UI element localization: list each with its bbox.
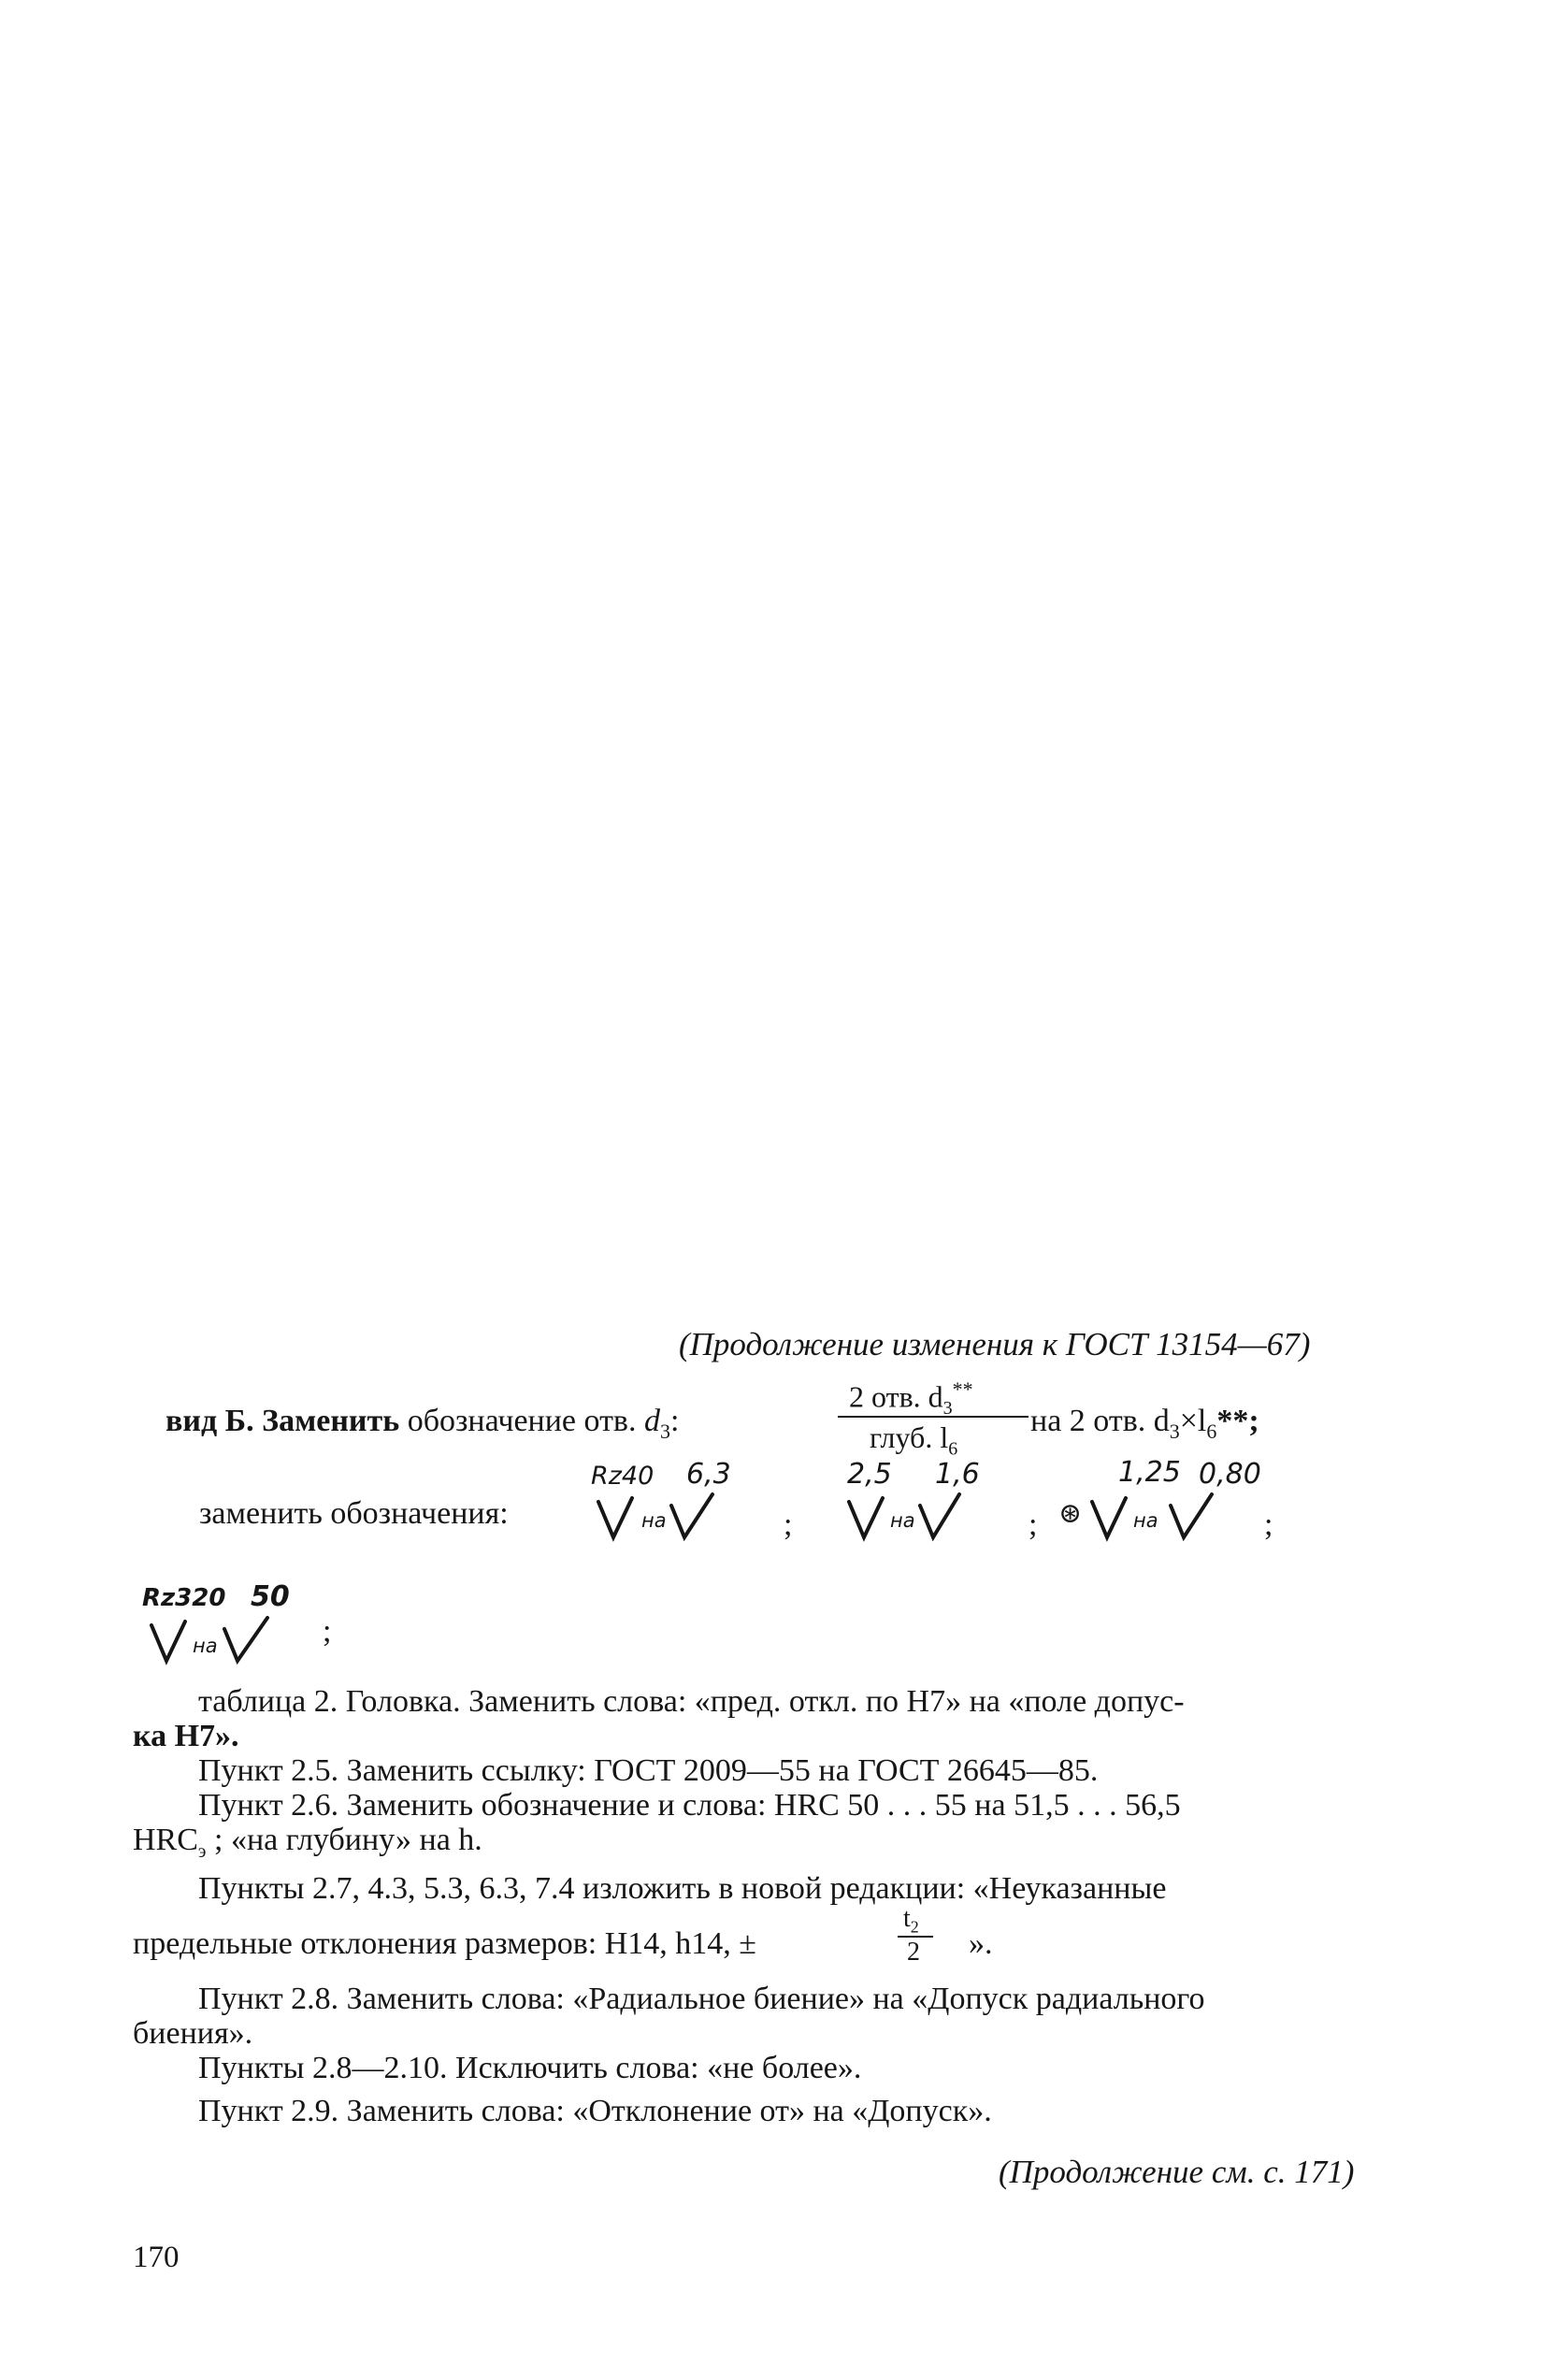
items-2-7-line2-a: предельные отклонения размеров: H14, h14, ± (133, 1926, 756, 1961)
view-b-lead (165, 1405, 679, 1442)
hrc-symbol: HRC (133, 1823, 198, 1857)
roughness-old-value: Rz320 (142, 1584, 226, 1612)
roughness-new-value: 50 (251, 1580, 290, 1613)
roughness-na-word: на (641, 1509, 667, 1532)
items-2-7-line2-b: ». (969, 1926, 993, 1961)
fraction-numerator (849, 1379, 973, 1418)
roughness-old-value: Rz40 (591, 1462, 655, 1491)
replace-designations-label: заменить обозначения: (199, 1496, 509, 1531)
d3-colon: : (669, 1404, 680, 1438)
item-2-8-line1: Пункт 2.8. Заменить слова: «Радиальное биение» на «Допуск радиального (198, 1982, 1205, 2016)
roughness-na-word: на (193, 1635, 218, 1657)
item-2-9: Пункт 2.9. Заменить слова: «Отклонение от» на «Допуск». (198, 2094, 992, 2128)
tail-end: **; (1216, 1404, 1259, 1438)
tolerance-frac-numerator (903, 1906, 919, 1936)
frac-num-sub: 3 (942, 1398, 953, 1420)
items-2-8-2-10: Пункты 2.8—2.10. Исключить слова: «не более». (198, 2051, 862, 2085)
item-2-6-line2 (133, 1824, 482, 1861)
table2-line1: таблица 2. Головка. Заменить слова: «пред. откл. по H7» на «поле допус- (198, 1684, 1185, 1719)
view-b-rest: обозначение отв. (407, 1404, 637, 1438)
roughness-prefix-mark: ⊛ (1058, 1498, 1083, 1529)
roughness-na-word: на (1133, 1509, 1158, 1532)
roughness-new-value: 6,3 (686, 1458, 731, 1491)
roughness-new-value: 0,80 (1199, 1458, 1261, 1491)
tail-text: на 2 отв. d (1030, 1404, 1170, 1438)
frac-num-text: 2 отв. d (849, 1379, 943, 1414)
frac-den-text: глуб. l (870, 1420, 949, 1454)
item-2-8-line2: биения». (133, 2016, 253, 2051)
tail-sub1: 3 (1169, 1419, 1180, 1443)
view-b-bold: вид Б. Заменить (165, 1404, 400, 1438)
item-2-6-rest: ; «на глубину» на h. (206, 1823, 482, 1857)
item-2-5: Пункт 2.5. Заменить ссылку: ГОСТ 2009—55 на ГОСТ 26645—85. (198, 1753, 1099, 1788)
roughness-old-value: 2,5 (847, 1458, 892, 1491)
roughness-separator: ; (323, 1614, 332, 1649)
roughness-na-word: на (890, 1509, 915, 1532)
roughness-old-value: 1,25 (1118, 1456, 1181, 1489)
tail-sub2: 6 (1206, 1419, 1217, 1443)
roughness-separator: ; (1264, 1507, 1273, 1542)
view-b-tail (1030, 1405, 1259, 1442)
tolerance-frac-denominator: 2 (907, 1938, 920, 1967)
hrc-subscript: э (197, 1840, 207, 1862)
roughness-separator: ; (784, 1507, 793, 1542)
tol-num-text: t (903, 1904, 911, 1933)
items-2-7-line1: Пункты 2.7, 4.3, 5.3, 6.3, 7.4 изложить в новой редакции: «Неуказанные (198, 1871, 1167, 1906)
roughness-separator: ; (1029, 1507, 1038, 1542)
continuation-footer: (Продолжение см. с. 171) (999, 2154, 1355, 2190)
continuation-header: (Продолжение изменения к ГОСТ 13154—67) (679, 1326, 1311, 1362)
table2-line2: ка H7». (133, 1719, 239, 1753)
frac-den-sub: 6 (948, 1438, 958, 1460)
fraction-denominator (870, 1422, 957, 1458)
fraction-bar (838, 1416, 1029, 1418)
tail-times-l: ×l (1179, 1404, 1207, 1438)
d3-subscript: 3 (659, 1419, 670, 1443)
frac-num-sup: ** (952, 1377, 973, 1401)
page-number: 170 (133, 2241, 180, 2274)
tol-num-sub: 2 (910, 1917, 919, 1937)
item-2-6-line1: Пункт 2.6. Заменить обозначение и слова: HRC 50 . . . 55 на 51,5 . . . 56,5 (198, 1788, 1181, 1823)
d3-symbol: d (643, 1404, 660, 1438)
roughness-new-value: 1,6 (935, 1458, 980, 1491)
